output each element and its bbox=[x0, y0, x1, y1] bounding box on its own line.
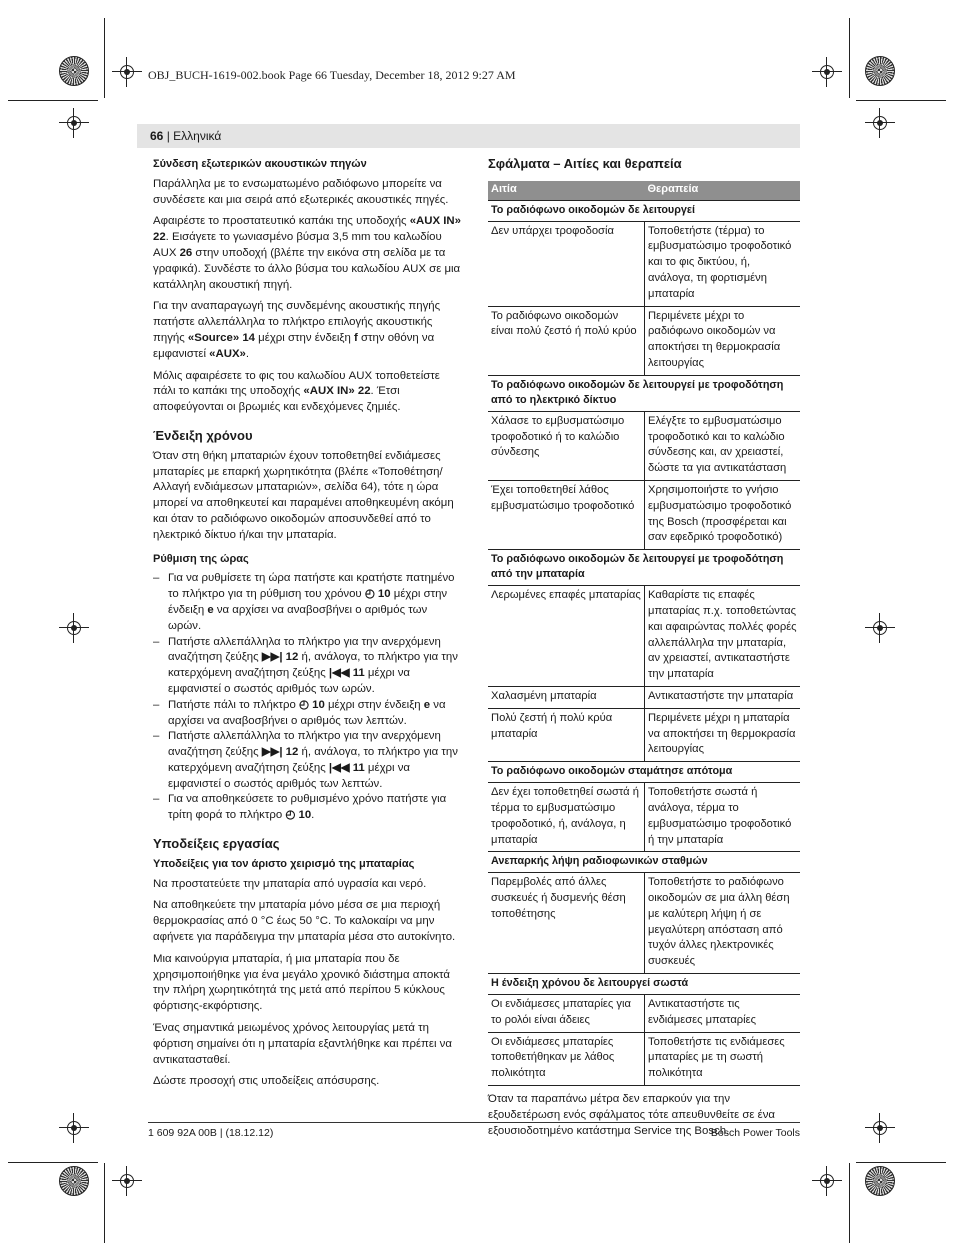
subsection-title: Ρύθμιση της ώρας bbox=[153, 552, 249, 565]
table-group-row: Η ένδειξη χρόνου δε λειτουργεί σωστά bbox=[488, 974, 800, 995]
list-item: – Για να αποθηκεύσετε το ρυθμισμένο χρόνο πατήστε για τρίτη φορά το πλήκτρο ◴ 10. bbox=[153, 792, 463, 824]
paragraph: Να αποθηκεύετε την μπαταρία μόνο μέσα σε μια περιοχή θερμοκρασίας από 0 °C έως 50 °C. Το καλοκαίρι να μην αφήνετε για παράδειγμα την μπαταρία μέσα στο αυτοκίνητο. bbox=[153, 899, 456, 944]
table-group-row: Ανεπαρκής λήψη ραδιοφωνικών σταθμών bbox=[488, 852, 800, 873]
list-item: – Πατήστε πάλι το πλήκτρο ◴ 10 μέχρι στην ένδειξη e να αρχίσει να αναβοσβήνει ο αριθμός των λεπτών. bbox=[153, 698, 463, 730]
section-title-aux: Σύνδεση εξωτερικών ακουστικών πηγών bbox=[153, 158, 367, 170]
color-wheel-mark bbox=[865, 56, 895, 86]
registration-mark bbox=[59, 613, 89, 643]
table-row: Παρεμβολές από άλλες συσκευές ή δυσμενής θέση τοποθέτησης Τοποθετήστε το ραδιόφωνο οικοδομών σε μια άλλη θέση με καλύτερη λήψη ή σε μεγαλύτερη απόσταση από τυχόν άλλες ηλεκτρονικές συσκευές bbox=[488, 873, 800, 974]
registration-mark bbox=[59, 1113, 89, 1143]
page-number: 66 bbox=[150, 129, 164, 143]
paragraph: Παράλληλα με το ενσωματωμένο ραδιόφωνο μπορείτε να συνδέσετε και μια σειρά από εξωτερικές ακουστικές πηγές. bbox=[153, 177, 449, 206]
print-imprint: OBJ_BUCH-1619-002.book Page 66 Tuesday, December 18, 2012 9:27 AM bbox=[148, 68, 516, 82]
registration-mark bbox=[812, 1166, 842, 1196]
trim-mark bbox=[856, 100, 946, 101]
paragraph: Δώστε προσοχή στις υποδείξεις απόσυρσης. bbox=[153, 1075, 380, 1088]
footer-rule bbox=[148, 1122, 800, 1123]
table-row: Το ραδιόφωνο οικοδομών είναι πολύ ζεστό ή πολύ κρύο Περιμένετε μέχρι το ραδιόφωνο οικοδομών να αποκτήσει τη θερμοκρασία λειτουργίας bbox=[488, 306, 800, 375]
paragraph: Αφαιρέστε το προστατευτικό καπάκι της υποδοχής «AUX IN» 22. Εισάγετε το γωνιασμένο βύσμα 3,5 mm του καλωδίου AUX 26 στην υποδοχή (βλέπε την εικόνα στη σελίδα με τα γραφικά). Συνδέστε το άλλο βύσμα του καλωδίου AUX σε μια κατάλληλη ακουστική πηγή. bbox=[153, 215, 461, 291]
paragraph: Όταν στη θήκη μπαταριών έχουν τοποθετηθεί ενδιάμεσες μπαταρίες με επαρκή χωρητικότητα (βλέπε «Τοποθέτηση/Αλλαγή ενδιάμεσων μπαταριών», σελίδα 64), τότε η ώρα μπορεί να αποθηκευτεί και παραμένει αποθηκευμένη ακόμη και όταν το ραδιόφωνο οικοδομών αποσυνδεθεί από το ηλεκτρικό δίκτυο ή/και την μπαταρία. bbox=[153, 449, 454, 541]
header-language: Ελληνικά bbox=[173, 129, 222, 143]
left-column bbox=[153, 157, 463, 1096]
table-group-row: Το ραδιόφωνο οικοδομών δε λειτουργεί με τροφοδότηση από την μπαταρία bbox=[488, 550, 800, 586]
trim-mark bbox=[8, 1162, 98, 1163]
right-column bbox=[488, 156, 800, 1145]
list-item: – Πατήστε αλλεπάλληλα το πλήκτρο για την ανερχόμενη αναζήτηση ζεύξης ▶▶| 12 ή, ανάλογα, το πλήκτρο για την κατερχόμενη αναζήτηση ζεύξης |◀◀ 11 μέχρι να εμφανιστεί ο σωστός αριθμός των λεπτών. bbox=[153, 729, 463, 792]
table-header-row bbox=[488, 181, 800, 200]
trim-mark bbox=[104, 18, 105, 98]
table-row: Χάλασε το εμβυσματώσιμο τροφοδοτικό ή το καλώδιο σύνδεσης Ελέγξτε το εμβυσματώσιμο τροφοδοτικό και το καλώδιο σύνδεσης και, αν χρειαστεί, δώστε τα για αντικατάσταση bbox=[488, 411, 800, 480]
trim-mark bbox=[104, 1163, 105, 1243]
paragraph: Για την αναπαραγωγή της συνδεμένης ακουστικής πηγής πατήστε αλλεπάλληλα το πλήκτρο επιλογής ακουστικής πηγής «Source» 14 μέχρι στην ένδειξη f στην οθόνη να εμφανιστεί «AUX». bbox=[153, 300, 441, 360]
troubleshooting-table bbox=[488, 181, 800, 1086]
section-title-work-hints: Υποδείξεις εργασίας bbox=[153, 836, 280, 852]
paragraph: Μια καινούργια μπαταρία, ή μια μπαταρία που δε χρησιμοποιήθηκε για ένα μεγάλο χρονικό διάστημα αποκτά την πλήρη χωρητικότητά της μετά από περίπου 5 κύκλους φόρτισης-εκφόρτισης. bbox=[153, 952, 450, 1013]
troubleshooting-title: Σφάλματα – Αιτίες και θεραπεία bbox=[488, 156, 682, 171]
section-title-time: Ένδειξη χρόνου bbox=[153, 427, 253, 443]
table-row: Οι ενδιάμεσες μπαταρίες για το ρολόι είναι άδειες Αντικαταστήστε τις ενδιάμεσες μπαταρίες bbox=[488, 995, 800, 1033]
footer-doc-number: 1 609 92A 00B | (18.12.12) bbox=[148, 1127, 274, 1139]
registration-mark bbox=[865, 1113, 895, 1143]
table-row: Έχει τοποθετηθεί λάθος εμβυσματώσιμο τροφοδοτικό Χρησιμοποιήστε το γνήσιο εμβυσματώσιμο τροφοδοτικό της Bosch (προσφέρεται και σαν εφεδρικό τροφοδοτικό) bbox=[488, 480, 800, 549]
table-group-row: Το ραδιόφωνο οικοδομών σταμάτησε απότομα bbox=[488, 762, 800, 783]
service-note: Όταν τα παραπάνω μέτρα δεν επαρκούν για την εξουδετέρωση ενός σφάλματος τότε απευθυνθείτε σε ένα εξουσιοδοτημένο κατάστημα Service της Bosch. bbox=[488, 1093, 776, 1137]
registration-mark bbox=[812, 57, 842, 87]
table-row: Δεν έχει τοποθετηθεί σωστά ή τέρμα το εμβυσματώσιμο τροφοδοτικό, ή, ανάλογα, η μπαταρία Τοποθετήστε σωστά ή ανάλογα, τέρμα το εμβυσματώσιμο τροφοδοτικό ή την μπαταρία bbox=[488, 783, 800, 852]
registration-mark bbox=[112, 57, 142, 87]
trim-mark bbox=[849, 1163, 850, 1243]
paragraph: Μόλις αφαιρέσετε το φις του καλωδίου AUX τοποθετείστε πάλι το καπάκι της υποδοχής «AUX IN» 22. Έτσι αποφεύγονται οι βρωμιές και ενδεχόμενες ζημιές. bbox=[153, 369, 440, 414]
column-header-cause: Αιτία bbox=[488, 181, 645, 200]
page-header: 66 | Ελληνικά bbox=[137, 124, 800, 148]
trim-mark bbox=[856, 1162, 946, 1163]
table-row: Χαλασμένη μπαταρία Αντικαταστήστε την μπαταρία bbox=[488, 686, 800, 708]
table-row: Πολύ ζεστή ή πολύ κρύα μπαταρία Περιμένετε μέχρι η μπαταρία να αποκτήσει τη θερμοκρασία λειτουργίας bbox=[488, 708, 800, 761]
footer-brand: Bosch Power Tools bbox=[710, 1127, 800, 1139]
column-header-remedy: Θεραπεία bbox=[645, 181, 801, 200]
color-wheel-mark bbox=[865, 1166, 895, 1196]
steps-list bbox=[153, 571, 463, 824]
subsection-title: Υποδείξεις για τον άριστο χειρισμό της μπαταρίας bbox=[153, 857, 415, 870]
trim-mark bbox=[8, 100, 98, 101]
trim-mark bbox=[849, 18, 850, 98]
table-group-row: Το ραδιόφωνο οικοδομών δε λειτουργεί με τροφοδότηση από το ηλεκτρικό δίκτυο bbox=[488, 375, 800, 411]
color-wheel-mark bbox=[59, 56, 89, 86]
list-item: – Πατήστε αλλεπάλληλα το πλήκτρο για την ανερχόμενη αναζήτηση ζεύξης ▶▶| 12 ή, ανάλογα, το πλήκτρο για την κατερχόμενη αναζήτηση ζεύξης |◀◀ 11 μέχρι να εμφανιστεί ο σωστός αριθμός των ωρών. bbox=[153, 635, 463, 698]
paragraph: Ένας σημαντικά μειωμένος χρόνος λειτουργίας μετά τη φόρτιση σημαίνει ότι η μπαταρία εξαντλήθηκε και πρέπει να αντικατασταθεί. bbox=[153, 1022, 452, 1066]
table-row: Λερωμένες επαφές μπαταρίας Καθαρίστε τις επαφές μπαταρίας π.χ. τοποθετώντας και αφαιρώντας πολλές φορές αλλεπάλληλα την μπαταρία, αν χρειαστεί, αντικαταστήστε την μπαταρία bbox=[488, 586, 800, 687]
color-wheel-mark bbox=[59, 1166, 89, 1196]
paragraph: Να προστατεύετε την μπαταρία από υγρασία και νερό. bbox=[153, 877, 427, 890]
table-group-row: Το ραδιόφωνο οικοδομών δε λειτουργεί bbox=[488, 200, 800, 221]
list-item: – Για να ρυθμίσετε τη ώρα πατήστε και κρατήστε πατημένο το πλήκτρο για τη ρύθμιση του χρόνου ◴ 10 μέχρι στην ένδειξη e να αρχίσει να αναβοσβήνει ο αριθμός των ωρών. bbox=[153, 571, 463, 634]
registration-mark bbox=[865, 613, 895, 643]
table-row: Οι ενδιάμεσες μπαταρίες τοποθετήθηκαν με λάθος πολικότητα Τοποθετήστε τις ενδιάμεσες μπαταρίες με τη σωστή πολικότητα bbox=[488, 1032, 800, 1085]
registration-mark bbox=[865, 108, 895, 138]
table-row: Δεν υπάρχει τροφοδοσία Τοποθετήστε (τέρμα) το εμβυσματώσιμο τροφοδοτικό και το φις δικτύου, ή, ανάλογα, τη φορτισμένη μπαταρία bbox=[488, 221, 800, 306]
registration-mark bbox=[59, 108, 89, 138]
registration-mark bbox=[112, 1166, 142, 1196]
